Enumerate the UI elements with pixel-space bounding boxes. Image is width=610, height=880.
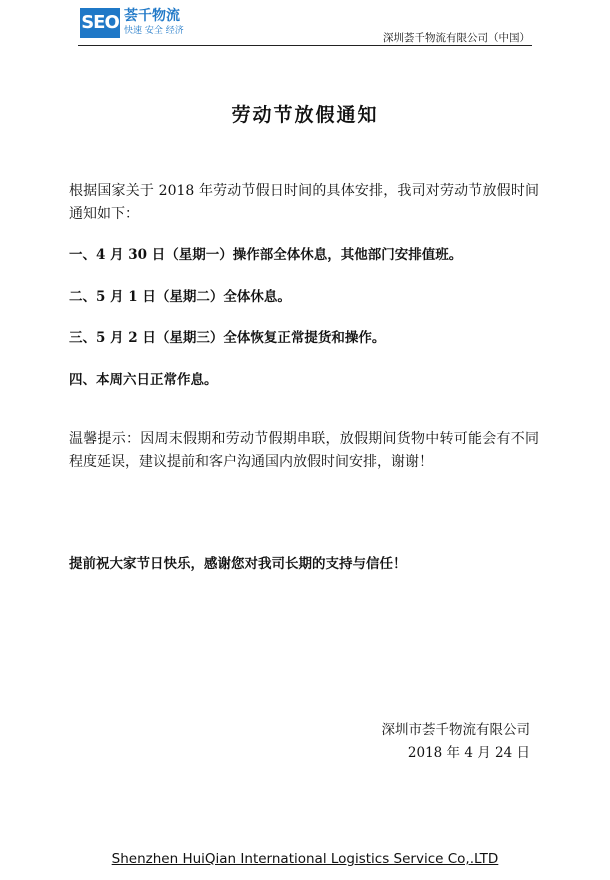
notice-item-1: 一、4 月 30 日（星期一）操作部全体休息，其他部门安排值班。 <box>69 247 463 263</box>
notice-item-3: 三、5 月 2 日（星期三）全体恢复正常提货和操作。 <box>69 330 386 346</box>
notice-item-2: 二、5 月 1 日（星期二）全体休息。 <box>69 289 291 305</box>
logo-name: 荟千物流 <box>124 8 180 24</box>
notice-title: 劳动节放假通知 <box>231 104 379 126</box>
reminder-paragraph: 温馨提示：因周末假期和劳动节假期串联，放假期间货物中转可能会有不同程度延误，建议提前和客户沟通国内放假时间安排，谢谢！ <box>69 431 539 470</box>
closing-line: 提前祝大家节日快乐，感谢您对我司长期的支持与信任！ <box>69 556 407 572</box>
header-company-name: 深圳荟千物流有限公司（中国） <box>383 32 530 44</box>
header-divider <box>78 45 532 46</box>
signature-company: 深圳市荟千物流有限公司 <box>381 722 530 738</box>
footer-company-name: Shenzhen HuiQian International Logistics Service Co,.LTD <box>111 851 499 867</box>
logo-mark: SEO <box>81 12 119 33</box>
intro-paragraph: 根据国家关于 2018 年劳动节假日时间的具体安排，我司对劳动节放假时间通知如下： <box>69 183 539 222</box>
company-logo <box>80 8 120 38</box>
logo-slogan: 快速 安全 经济 <box>124 26 184 36</box>
notice-item-4: 四、本周六日正常作息。 <box>69 372 218 388</box>
signature-date: 2018 年 4 月 24 日 <box>407 745 530 761</box>
